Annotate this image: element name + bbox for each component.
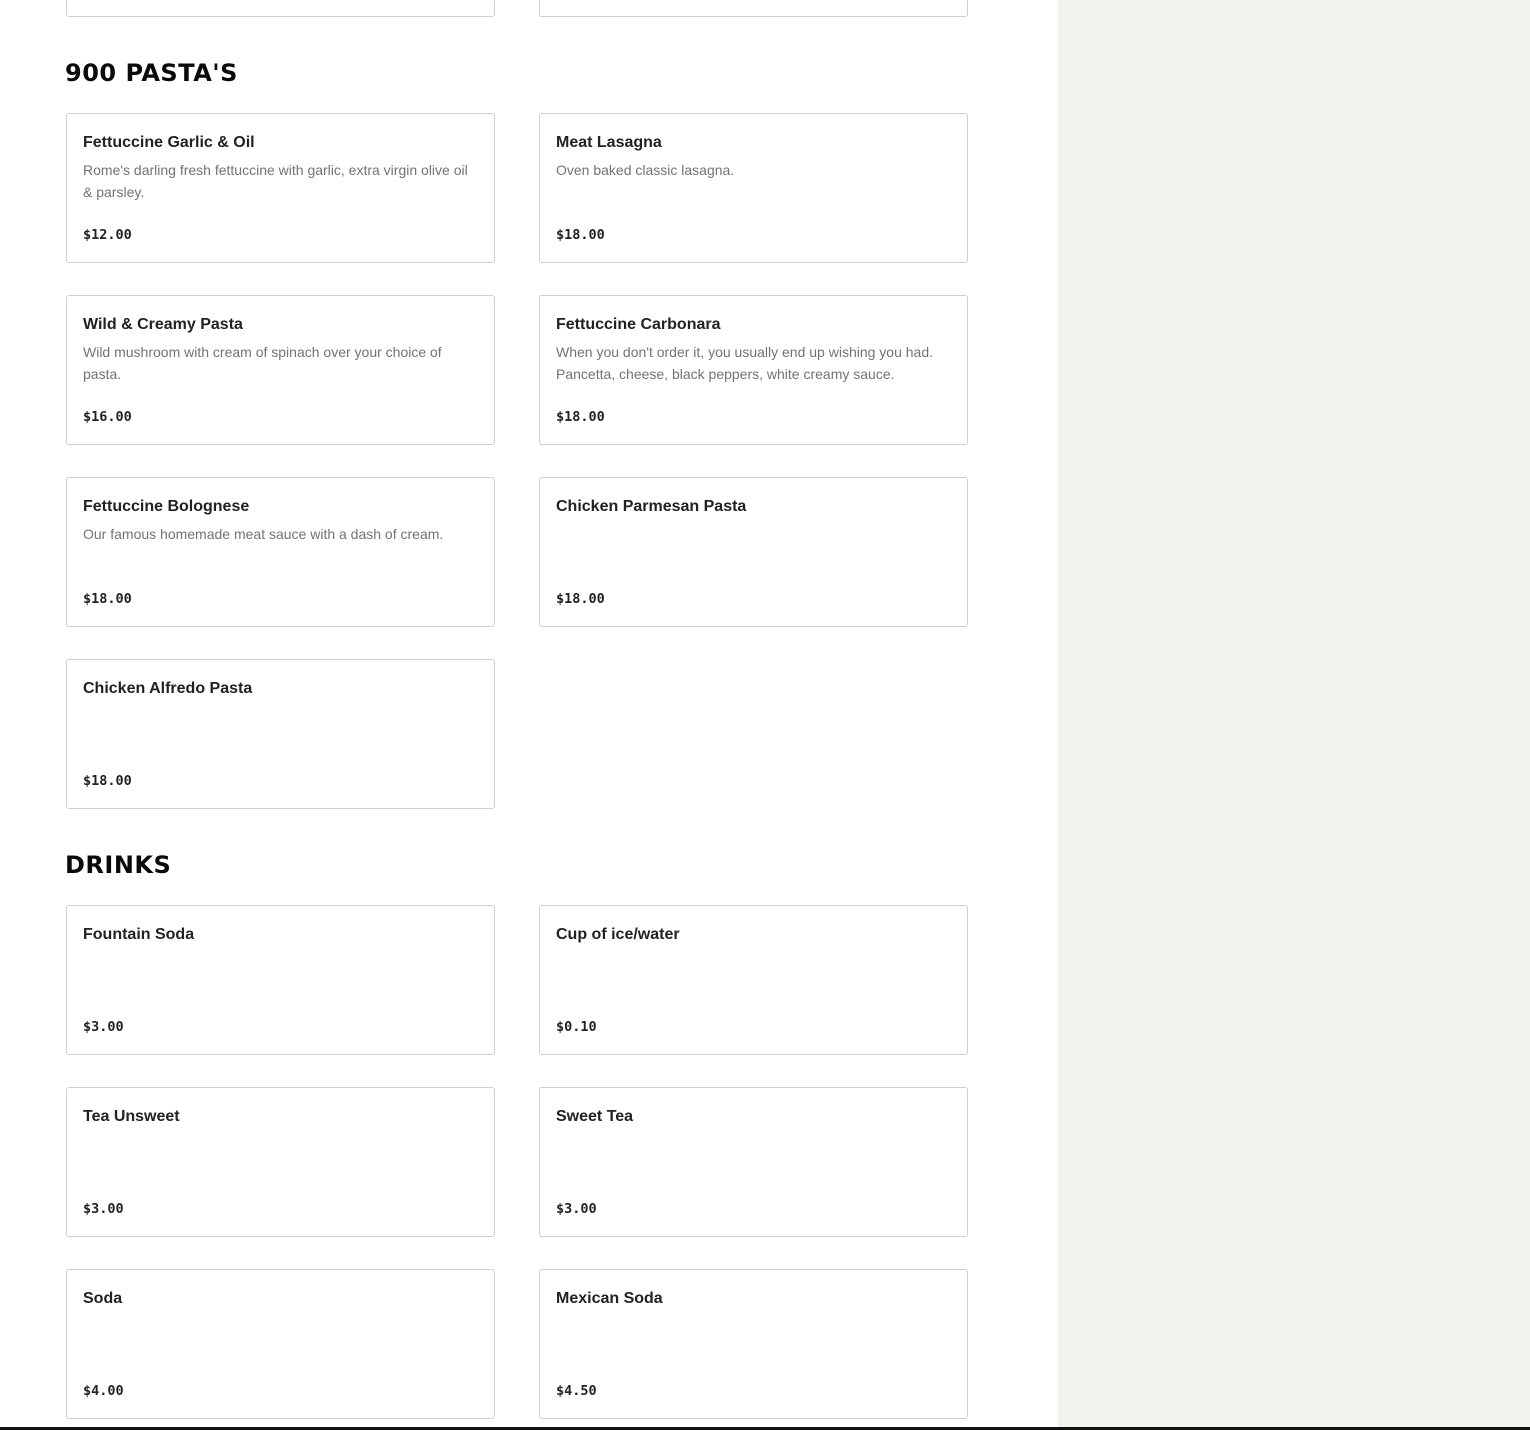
menu-item-card[interactable] (66, 113, 495, 263)
menu-item-name: Fountain Soda (83, 926, 195, 943)
menu-item-description: Oven baked classic lasagna. (556, 162, 735, 178)
menu-item-description: When you don't order it, you usually end up wishing you had. Pancetta, cheese, black peppers, white creamy sauce. (556, 344, 934, 382)
section-title-pastas: 900 PASTA'S (65, 59, 238, 87)
menu-item-name: Fettuccine Garlic & Oil (83, 134, 255, 151)
menu-item-card[interactable] (539, 113, 968, 263)
menu-item-description: Rome's darling fresh fettuccine with garlic, extra virgin olive oil & parsley. (83, 162, 468, 200)
menu-item-price: $18.00 (83, 773, 132, 789)
menu-item-card[interactable] (66, 477, 495, 627)
menu-item-card[interactable] (66, 1087, 495, 1237)
menu-item-name: Soda (83, 1290, 123, 1307)
menu-item-price: $0.10 (556, 1019, 597, 1035)
menu-item-card-partial[interactable] (539, 0, 968, 17)
menu-item-price: $18.00 (556, 227, 605, 243)
menu-item-price: $18.00 (556, 409, 605, 425)
menu-item-name: Chicken Parmesan Pasta (556, 498, 747, 515)
menu-item-name: Sweet Tea (556, 1108, 634, 1125)
menu-item-card[interactable] (539, 1087, 968, 1237)
menu-item-price: $4.00 (83, 1383, 124, 1399)
menu-item-name: Mexican Soda (556, 1290, 663, 1307)
menu-item-card[interactable] (539, 905, 968, 1055)
menu-item-name: Cup of ice/water (556, 926, 680, 943)
menu-item-price: $18.00 (83, 591, 132, 607)
menu-item-price: $12.00 (83, 227, 132, 243)
side-panel (1058, 0, 1530, 1430)
menu-item-card[interactable] (539, 1269, 968, 1419)
menu-item-card[interactable] (66, 295, 495, 445)
menu-item-price: $4.50 (556, 1383, 597, 1399)
section-title-drinks: DRINKS (65, 851, 172, 879)
menu-item-name: Fettuccine Carbonara (556, 316, 721, 333)
menu-item-name: Meat Lasagna (556, 134, 662, 151)
menu-item-price: $3.00 (83, 1019, 124, 1035)
menu-item-card[interactable] (66, 905, 495, 1055)
menu-item-description: Wild mushroom with cream of spinach over your choice of pasta. (83, 344, 442, 382)
menu-item-name: Tea Unsweet (83, 1108, 180, 1125)
menu-item-price: $16.00 (83, 409, 132, 425)
menu-item-price: $18.00 (556, 591, 605, 607)
menu-item-name: Wild & Creamy Pasta (83, 316, 243, 333)
menu-item-price: $3.00 (83, 1201, 124, 1217)
menu-item-description: Our famous homemade meat sauce with a dash of cream. (83, 526, 444, 542)
menu-item-card[interactable] (66, 1269, 495, 1419)
menu-item-card[interactable] (539, 477, 968, 627)
menu-item-name: Fettuccine Bolognese (83, 498, 250, 515)
menu-item-card-partial[interactable] (66, 0, 495, 17)
menu-item-price: $3.00 (556, 1201, 597, 1217)
menu-item-name: Chicken Alfredo Pasta (83, 680, 253, 697)
menu-item-card[interactable] (539, 295, 968, 445)
menu-item-card[interactable] (66, 659, 495, 809)
